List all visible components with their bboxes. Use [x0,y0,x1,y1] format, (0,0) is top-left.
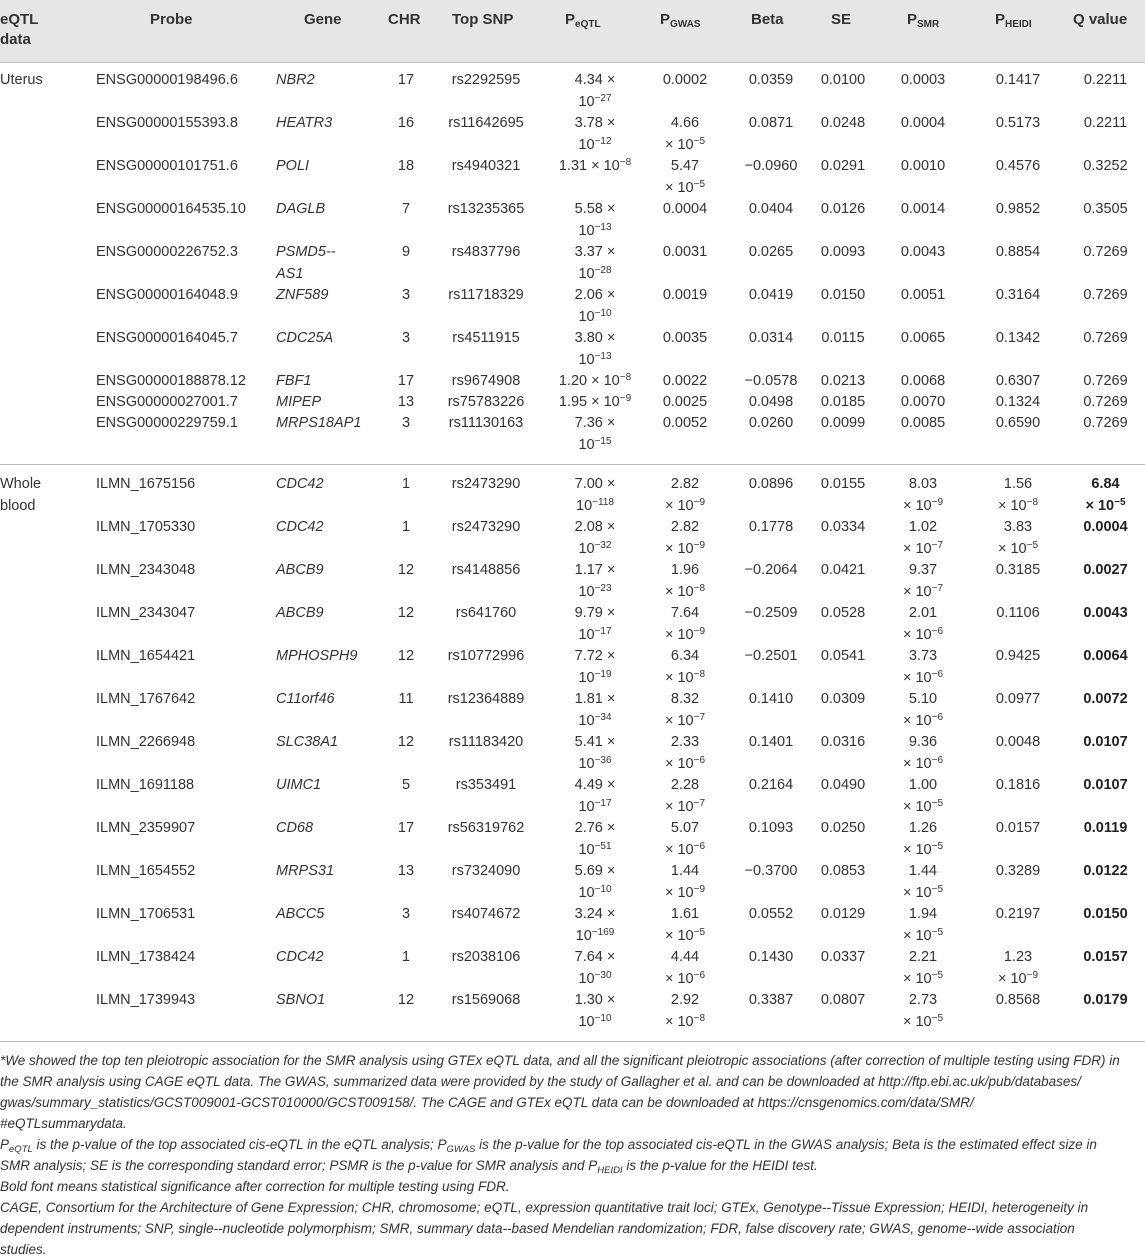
p-heidi-cell: 0.5173 [995,115,1041,131]
snp-cell: rs4074672 [451,906,521,922]
header-gene: Gene [304,11,342,28]
gene-cell: MIPEP [276,394,322,410]
chr-cell: 1 [401,519,411,535]
chr-cell: 7 [401,201,411,217]
beta-cell: 0.0314 [748,330,794,346]
snp-cell: rs11718329 [448,287,524,303]
probe-cell: ENSG00000198496.6 [96,72,238,88]
se-cell: 0.0100 [820,72,866,88]
beta-cell: 0.1093 [748,820,794,836]
table-header [0,0,1145,62]
beta-cell: −0.2509 [744,605,798,621]
p-smr-cell: 0.0043 [900,244,946,260]
chr-cell: 5 [401,777,411,793]
p-heidi-cell: 0.1324 [995,394,1041,410]
gene-cell: ABCC5 [276,906,325,922]
table-rule [0,62,1145,63]
p-heidi-cell: 0.0157 [995,820,1041,836]
se-cell: 0.0099 [820,415,866,431]
header-q-value: Q value [1073,11,1128,28]
p-smr-cell: 8.03 × $10^{-9}$ [902,476,944,514]
footnote-line: the SMR analysis using CAGE eQTL data. The GWAS, summarized data were provided by the study of Gallagher et al. and can be downloaded at http://ftp.ebi.ac.uk/pub/databases/ [0,1074,1081,1089]
p-eqtl-cell: 3.37 × $10^{-28}$ [574,244,616,282]
p-gwas-cell: 2.33 × $10^{-6}$ [664,734,706,772]
snp-cell: rs12364889 [447,691,525,707]
se-cell: 0.0248 [820,115,866,131]
beta-cell: −0.0578 [744,373,798,389]
p-eqtl-cell: $1.95 \times 10^{-9}$ [558,393,632,410]
beta-cell: 0.0498 [748,394,794,410]
q-value-cell: 0.7269 [1083,415,1128,431]
chr-cell: 11 [398,691,414,707]
header-beta: Beta [751,11,784,28]
group-label: Uterus [0,72,43,88]
gene-cell: CDC25A [276,330,334,346]
probe-cell: ENSG00000188878.12 [96,373,246,389]
gene-cell: FBF1 [276,373,312,389]
p-eqtl-cell: 7.64 × $10^{-30}$ [574,949,616,987]
p-heidi-cell: 0.1342 [995,330,1041,346]
se-cell: 0.0291 [820,158,866,174]
p-smr-cell: 0.0014 [900,201,946,217]
p-gwas-cell: 1.61 × $10^{-5}$ [664,906,706,944]
beta-cell: 0.0359 [748,72,794,88]
footnote-line: #eQTLsummarydata. [0,1116,127,1131]
p-gwas-cell: 0.0022 [662,373,708,389]
p-smr-cell: 1.02 × $10^{-7}$ [902,519,944,557]
p-smr-cell: 0.0085 [900,415,946,431]
footnote-line: *We showed the top ten pleiotropic association for the SMR analysis using GTEx eQTL data, and all the significant pleiotropic associations (after correction of multiple testing using FDR) in [0,1053,1120,1068]
se-cell: 0.0093 [820,244,866,260]
q-value-cell: 0.0157 [1083,949,1128,965]
probe-cell: ILMN_1654421 [96,648,196,664]
p-eqtl-cell: 1.30 × $10^{-10}$ [574,992,616,1030]
probe-cell: ILMN_1675156 [96,476,196,492]
q-value-cell: 0.7269 [1083,373,1128,389]
p-eqtl-cell: $1.20 \times 10^{-8}$ [558,372,632,389]
header-chr: CHR [388,11,421,28]
probe-cell: ILMN_1767642 [96,691,196,707]
chr-cell: 17 [397,373,415,389]
probe-cell: ILMN_1705330 [96,519,196,535]
p-heidi-cell: 0.8568 [995,992,1041,1008]
p-smr-cell: 2.01 × $10^{-6}$ [902,605,944,643]
probe-cell: ENSG00000164045.7 [96,330,238,346]
se-cell: 0.0541 [820,648,866,664]
gene-cell: UIMC1 [276,777,322,793]
p-eqtl-cell: 7.36 × $10^{-15}$ [574,415,616,453]
snp-cell: rs1569068 [451,992,521,1008]
se-cell: 0.0185 [820,394,866,410]
q-value-cell: 6.84 × $10^{-5}$ [1085,476,1126,514]
p-gwas-cell: 5.47 × $10^{-5}$ [664,158,706,196]
group-label: Whole blood [0,476,42,514]
gene-cell: ABCB9 [276,562,324,578]
gene-cell: MRPS31 [276,863,335,879]
probe-cell: ENSG00000164535.10 [96,201,246,217]
gene-cell: C11orf46 [276,691,335,707]
p-eqtl-cell: 1.17 × $10^{-23}$ [574,562,616,600]
header-top-snp: Top SNP [452,11,514,28]
beta-cell: 0.0404 [748,201,794,217]
q-value-cell: 0.0122 [1083,863,1128,879]
chr-cell: 3 [401,906,411,922]
footnote-line: SMR analysis; SE is the corresponding standard error; PSMR is the p-value for SMR analysis and $P_{HEIDI}$ is the p-value for the HEIDI test. [0,1158,818,1176]
q-value-cell: 0.0107 [1083,734,1128,750]
snp-cell: rs4148856 [451,562,521,578]
p-smr-cell: 9.37 × $10^{-7}$ [902,562,944,600]
beta-cell: 0.1778 [748,519,794,535]
probe-cell: ENSG00000229759.1 [96,415,238,431]
beta-cell: 0.1410 [748,691,794,707]
snp-cell: rs9674908 [451,373,521,389]
p-smr-cell: 0.0003 [900,72,946,88]
p-heidi-cell: 0.8854 [995,244,1041,260]
header-p-heidi: $P_{HEIDI}$ [995,11,1032,30]
table-rule [0,1041,1145,1042]
p-smr-cell: 0.0068 [900,373,946,389]
p-eqtl-cell: 3.80 × $10^{-13}$ [574,330,616,368]
probe-cell: ENSG00000027001.7 [96,394,238,410]
beta-cell: 0.1401 [748,734,794,750]
p-smr-cell: 0.0065 [900,330,946,346]
p-heidi-cell: 0.3289 [995,863,1041,879]
probe-cell: ENSG00000101751.6 [96,158,238,174]
probe-cell: ENSG00000155393.8 [96,115,238,131]
gene-cell: ABCB9 [276,605,324,621]
se-cell: 0.0155 [820,476,866,492]
p-heidi-cell: 0.6590 [995,415,1041,431]
header-eqtl-data: eQTL data [0,11,39,48]
chr-cell: 13 [397,863,415,879]
p-eqtl-cell: 1.81 × $10^{-34}$ [574,691,616,729]
snp-cell: rs75783226 [447,394,525,410]
gene-cell: CD68 [276,820,314,836]
beta-cell: 0.1430 [748,949,794,965]
q-value-cell: 0.2211 [1083,72,1128,88]
beta-cell: 0.0419 [748,287,794,303]
footnote-line: CAGE, Consortium for the Architecture of Gene Expression; CHR, chromosome; eQTL, expression quantitative trait loci; GTEx, Genotype--Tissue Expression; HEIDI, heterogeneity in [0,1200,1089,1215]
p-gwas-cell: 8.32 × $10^{-7}$ [664,691,706,729]
gene-cell: DAGLB [276,201,326,217]
snp-cell: rs11183420 [448,734,524,750]
p-heidi-cell: 0.9852 [995,201,1041,217]
p-heidi-cell: 0.0048 [995,734,1041,750]
q-value-cell: 0.0004 [1083,519,1128,535]
probe-cell: ILMN_1706531 [96,906,196,922]
p-gwas-cell: 7.64 × $10^{-9}$ [664,605,706,643]
snp-cell: rs13235365 [447,201,525,217]
snp-cell: rs11642695 [448,115,524,131]
snp-cell: rs2038106 [451,949,521,965]
p-smr-cell: 1.94 × $10^{-5}$ [902,906,944,944]
p-heidi-cell: 0.3185 [995,562,1041,578]
probe-cell: ENSG00000164048.9 [96,287,238,303]
q-value-cell: 0.3505 [1083,201,1128,217]
gene-cell: SBNO1 [276,992,326,1008]
p-gwas-cell: 0.0002 [662,72,708,88]
beta-cell: 0.0871 [748,115,794,131]
p-smr-cell: 5.10 × $10^{-6}$ [902,691,944,729]
p-heidi-cell: 0.1417 [995,72,1041,88]
header-se: SE [831,11,852,28]
probe-cell: ILMN_1739943 [96,992,196,1008]
p-eqtl-cell: 9.79 × $10^{-17}$ [574,605,616,643]
chr-cell: 12 [397,992,415,1008]
se-cell: 0.0316 [820,734,866,750]
q-value-cell: 0.0072 [1083,691,1128,707]
q-value-cell: 0.0043 [1083,605,1128,621]
chr-cell: 12 [397,648,415,664]
gene-cell: CDC42 [276,519,324,535]
p-gwas-cell: 2.28 × $10^{-7}$ [664,777,706,815]
p-heidi-cell: 0.6307 [995,373,1041,389]
footnote-line: $P_{eQTL}$ is the p-value of the top associated cis-eQTL in the eQTL analysis; $P_{GWAS}$ is the p-value for the top associated cis-eQTL in the GWAS analysis; Beta is the estimated effect size in [0,1137,1097,1155]
p-heidi-cell: 0.9425 [995,648,1041,664]
se-cell: 0.0150 [820,287,866,303]
se-cell: 0.0250 [820,820,866,836]
snp-cell: rs11130163 [448,415,524,431]
p-eqtl-cell: 7.00 × $10^{-118}$ [574,476,616,514]
q-value-cell: 0.7269 [1083,244,1128,260]
p-eqtl-cell: 2.06 × $10^{-10}$ [574,287,616,325]
footnote-line: studies. [0,1242,47,1257]
beta-cell: 0.3387 [748,992,794,1008]
chr-cell: 9 [401,244,411,260]
snp-cell: rs4837796 [451,244,521,260]
footnote-line: Bold font means statistical significance after correction for multiple testing using FDR. [0,1179,510,1194]
gene-cell: POLI [276,158,310,174]
header-p-eqtl: $P_{eQTL}$ [565,11,601,30]
p-eqtl-cell: 5.58 × $10^{-13}$ [574,201,616,239]
p-smr-cell: 0.0004 [900,115,946,131]
snp-cell: rs10772996 [447,648,525,664]
q-value-cell: 0.7269 [1083,287,1128,303]
beta-cell: 0.0260 [748,415,794,431]
p-gwas-cell: 0.0004 [662,201,708,217]
beta-cell: 0.0896 [748,476,794,492]
chr-cell: 3 [401,330,411,346]
snp-cell: rs2292595 [451,72,521,88]
p-heidi-cell: 0.4576 [995,158,1041,174]
q-value-cell: 0.7269 [1083,394,1128,410]
probe-cell: ILMN_2343047 [96,605,196,621]
p-smr-cell: 0.0010 [900,158,946,174]
gene-cell: ZNF589 [276,287,329,303]
snp-cell: rs7324090 [451,863,521,879]
p-eqtl-cell: 5.41 × $10^{-36}$ [574,734,616,772]
p-gwas-cell: 2.92 × $10^{-8}$ [664,992,706,1030]
header-probe: Probe [150,11,193,28]
chr-cell: 12 [397,562,415,578]
chr-cell: 1 [401,949,411,965]
p-heidi-cell: 1.56 × $10^{-8}$ [997,476,1039,514]
p-eqtl-cell: 4.34 × $10^{-27}$ [574,72,616,110]
q-value-cell: 0.0107 [1083,777,1128,793]
footnote-line: gwas/summary_statistics/GCST009001-GCST010000/GCST009158/. The CAGE and GTEx eQTL data can be downloaded at https://cnsgenomics.com/data/SMR/ [0,1095,974,1110]
p-heidi-cell: 0.1106 [996,605,1040,621]
p-eqtl-cell: 5.69 × $10^{-10}$ [574,863,616,901]
p-heidi-cell: 0.2197 [995,906,1041,922]
p-heidi-cell: 0.1816 [995,777,1041,793]
q-value-cell: 0.3252 [1083,158,1128,174]
q-value-cell: 0.0064 [1083,648,1128,664]
p-eqtl-cell: 3.24 × $10^{-169}$ [574,906,616,944]
header-p-smr: $P_{SMR}$ [907,11,940,30]
chr-cell: 18 [397,158,415,174]
p-smr-cell: 9.36 × $10^{-6}$ [902,734,944,772]
probe-cell: ILMN_1738424 [96,949,196,965]
p-eqtl-cell: 3.78 × $10^{-12}$ [574,115,616,153]
q-value-cell: 0.0179 [1083,992,1128,1008]
p-gwas-cell: 1.96 × $10^{-8}$ [664,562,706,600]
p-gwas-cell: 0.0031 [662,244,708,260]
p-gwas-cell: 6.34 × $10^{-8}$ [664,648,706,686]
snp-cell: rs2473290 [451,519,521,535]
p-gwas-cell: 1.44 × $10^{-9}$ [664,863,706,901]
q-value-cell: 0.2211 [1083,115,1128,131]
beta-cell: 0.0265 [748,244,794,260]
p-gwas-cell: 0.0025 [662,394,708,410]
gene-cell: PSMD5-- AS1 [276,244,336,282]
probe-cell: ILMN_2359907 [96,820,196,836]
p-gwas-cell: 5.07 × $10^{-6}$ [664,820,706,858]
table-rule [0,464,1145,465]
p-heidi-cell: 1.23 × $10^{-9}$ [997,949,1039,987]
beta-cell: −0.2501 [744,648,798,664]
chr-cell: 1 [401,476,411,492]
footnote-line: dependent instruments; SNP, single--nucleotide polymorphism; SMR, summary data--based Mendelian randomization; FDR, false discovery rate; GWAS, genome--wide association [0,1221,1075,1236]
se-cell: 0.0337 [820,949,866,965]
q-value-cell: 0.0119 [1083,820,1128,836]
chr-cell: 3 [401,287,411,303]
q-value-cell: 0.0150 [1083,906,1128,922]
gene-cell: NBR2 [276,72,315,88]
snp-cell: rs4940321 [451,158,521,174]
p-heidi-cell: 0.0977 [995,691,1041,707]
probe-cell: ILMN_1691188 [96,777,195,793]
header-p-gwas: $P_{GWAS}$ [660,11,701,30]
p-gwas-cell: 2.82 × $10^{-9}$ [664,476,706,514]
se-cell: 0.0213 [820,373,866,389]
p-smr-cell: 1.26 × $10^{-5}$ [902,820,944,858]
se-cell: 0.0421 [820,562,866,578]
gene-cell: MRPS18AP1 [276,415,362,431]
beta-cell: −0.0960 [744,158,798,174]
probe-cell: ILMN_2266948 [96,734,196,750]
p-eqtl-cell: $1.31 \times 10^{-8}$ [558,157,632,174]
p-gwas-cell: 0.0052 [662,415,708,431]
p-smr-cell: 3.73 × $10^{-6}$ [902,648,944,686]
beta-cell: 0.2164 [748,777,794,793]
p-gwas-cell: 0.0035 [662,330,708,346]
gene-cell: CDC42 [276,949,324,965]
se-cell: 0.0853 [820,863,866,879]
gene-cell: HEATR3 [276,115,333,131]
gene-cell: SLC38A1 [276,734,339,750]
p-smr-cell: 1.00 × $10^{-5}$ [902,777,944,815]
p-gwas-cell: 4.44 × $10^{-6}$ [664,949,706,987]
se-cell: 0.0115 [821,330,865,346]
probe-cell: ENSG00000226752.3 [96,244,238,260]
chr-cell: 13 [397,394,415,410]
p-smr-cell: 0.0070 [900,394,946,410]
p-smr-cell: 2.73 × $10^{-5}$ [902,992,944,1030]
se-cell: 0.0126 [820,201,866,217]
chr-cell: 17 [397,72,415,88]
snp-cell: rs641760 [455,605,517,621]
snp-cell: rs56319762 [447,820,525,836]
chr-cell: 16 [397,115,415,131]
p-gwas-cell: 2.82 × $10^{-9}$ [664,519,706,557]
beta-cell: 0.0552 [748,906,794,922]
snp-cell: rs353491 [455,777,517,793]
q-value-cell: 0.0027 [1083,562,1128,578]
snp-cell: rs2473290 [451,476,521,492]
probe-cell: ILMN_2343048 [96,562,196,578]
q-value-cell: 0.7269 [1083,330,1128,346]
p-smr-cell: 2.21 × $10^{-5}$ [902,949,944,987]
chr-cell: 3 [401,415,411,431]
p-smr-cell: 1.44 × $10^{-5}$ [902,863,944,901]
p-gwas-cell: 0.0019 [662,287,708,303]
p-heidi-cell: 3.83 × $10^{-5}$ [997,519,1039,557]
beta-cell: −0.2064 [744,562,798,578]
gene-cell: MPHOSPH9 [276,648,358,664]
se-cell: 0.0528 [820,605,866,621]
p-eqtl-cell: 7.72 × $10^{-19}$ [574,648,616,686]
probe-cell: ILMN_1654552 [96,863,196,879]
snp-cell: rs4511915 [452,330,520,346]
beta-cell: −0.3700 [744,863,798,879]
chr-cell: 12 [397,734,415,750]
chr-cell: 17 [397,820,415,836]
p-eqtl-cell: 2.08 × $10^{-32}$ [574,519,616,557]
p-eqtl-cell: 4.49 × $10^{-17}$ [574,777,616,815]
se-cell: 0.0807 [820,992,866,1008]
p-smr-cell: 0.0051 [900,287,946,303]
se-cell: 0.0334 [820,519,866,535]
se-cell: 0.0309 [820,691,866,707]
se-cell: 0.0490 [820,777,866,793]
gene-cell: CDC42 [276,476,324,492]
p-eqtl-cell: 2.76 × $10^{-51}$ [574,820,616,858]
p-heidi-cell: 0.3164 [995,287,1041,303]
p-gwas-cell: 4.66 × $10^{-5}$ [664,115,706,153]
se-cell: 0.0129 [820,906,866,922]
chr-cell: 12 [397,605,415,621]
